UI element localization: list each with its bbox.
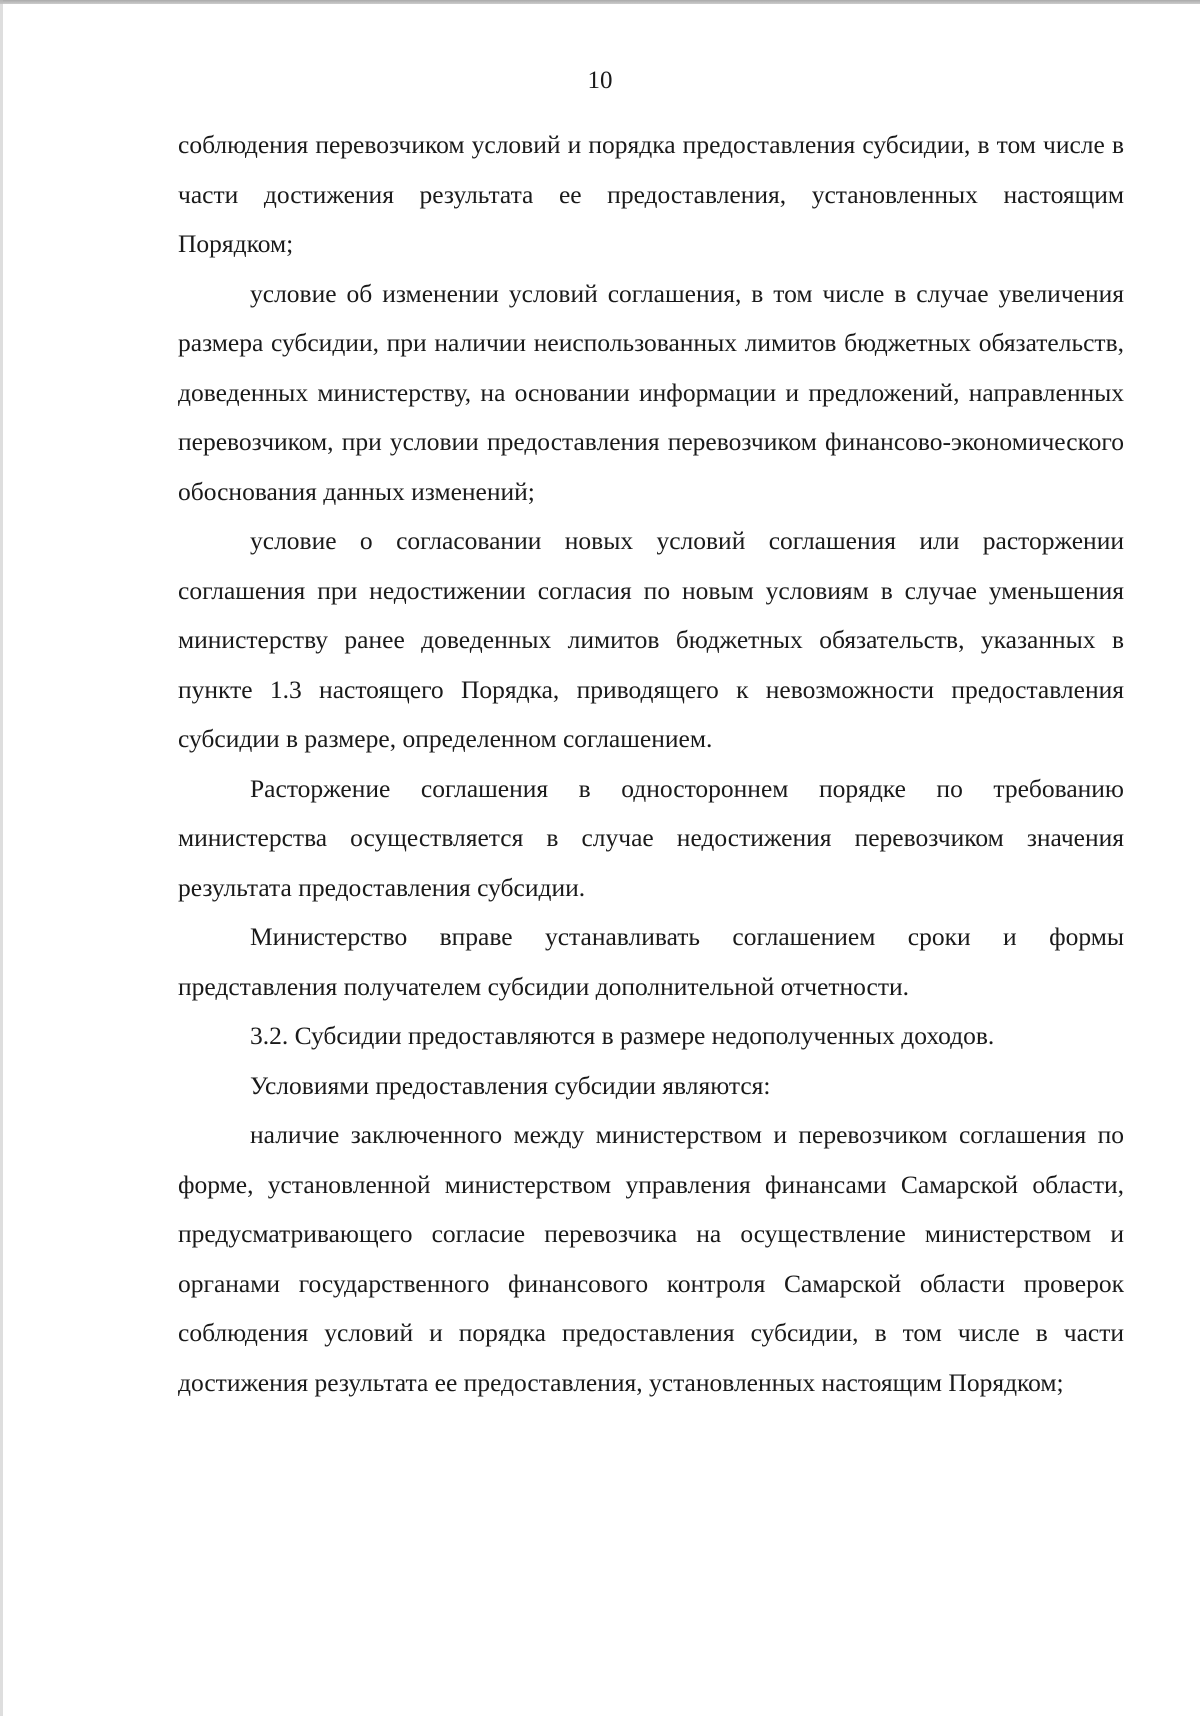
paragraph-4: Расторжение соглашения в одностороннем порядке по требованию министерства осуществляется в случае недостижения перевозчиком значения результата предоставления субсидии. <box>178 773 1124 902</box>
scan-left-edge <box>0 0 3 1716</box>
scan-top-edge <box>0 0 1200 4</box>
paragraph-2: условие об изменении условий соглашения, в том числе в случае увеличения размера субсидии, при наличии неиспользованных лимитов бюджетных обязательств, доведенных министерству, на основании информации и предложений, направленных перевозчиком, при условии предоставления перевозчиком финансово-экономического обоснования данных изменений; <box>178 278 1124 506</box>
paragraph-5: Министерство вправе устанавливать соглашением сроки и формы представления получателем субсидии дополнительной отчетности. <box>178 922 1124 1001</box>
document-body <box>178 120 1124 1407</box>
paragraph-1: соблюдения перевозчиком условий и порядка предоставления субсидии, в том числе в части достижения результата ее предоставления, установленных настоящим Порядком; <box>178 130 1124 258</box>
paragraph-8: наличие заключенного между министерством и перевозчиком соглашения по форме, установленной министерством управления финансами Самарской области, предусматривающего согласие перевозчика на осуществление министерством и органами государственного финансового контроля Самарской области проверок соблюдения условий и порядка предоставления субсидии, в том числе в части достижения результата ее предоставления, установленных настоящим Порядком; <box>178 1120 1124 1397</box>
page-number: 10 <box>587 67 613 94</box>
paragraph-6: 3.2. Субсидии предоставляются в размере недополученных доходов. <box>250 1021 995 1050</box>
paragraph-3: условие о согласовании новых условий соглашения или расторжении соглашения при недостижении согласия по новым условиям в случае уменьшения министерству ранее доведенных лимитов бюджетных обязательств, указанных в пункте 1.3 настоящего Порядка, приводящего к невозможности предоставления субсидии в размере, определенном соглашением. <box>178 526 1124 753</box>
paragraph-7: Условиями предоставления субсидии являются: <box>250 1070 771 1100</box>
